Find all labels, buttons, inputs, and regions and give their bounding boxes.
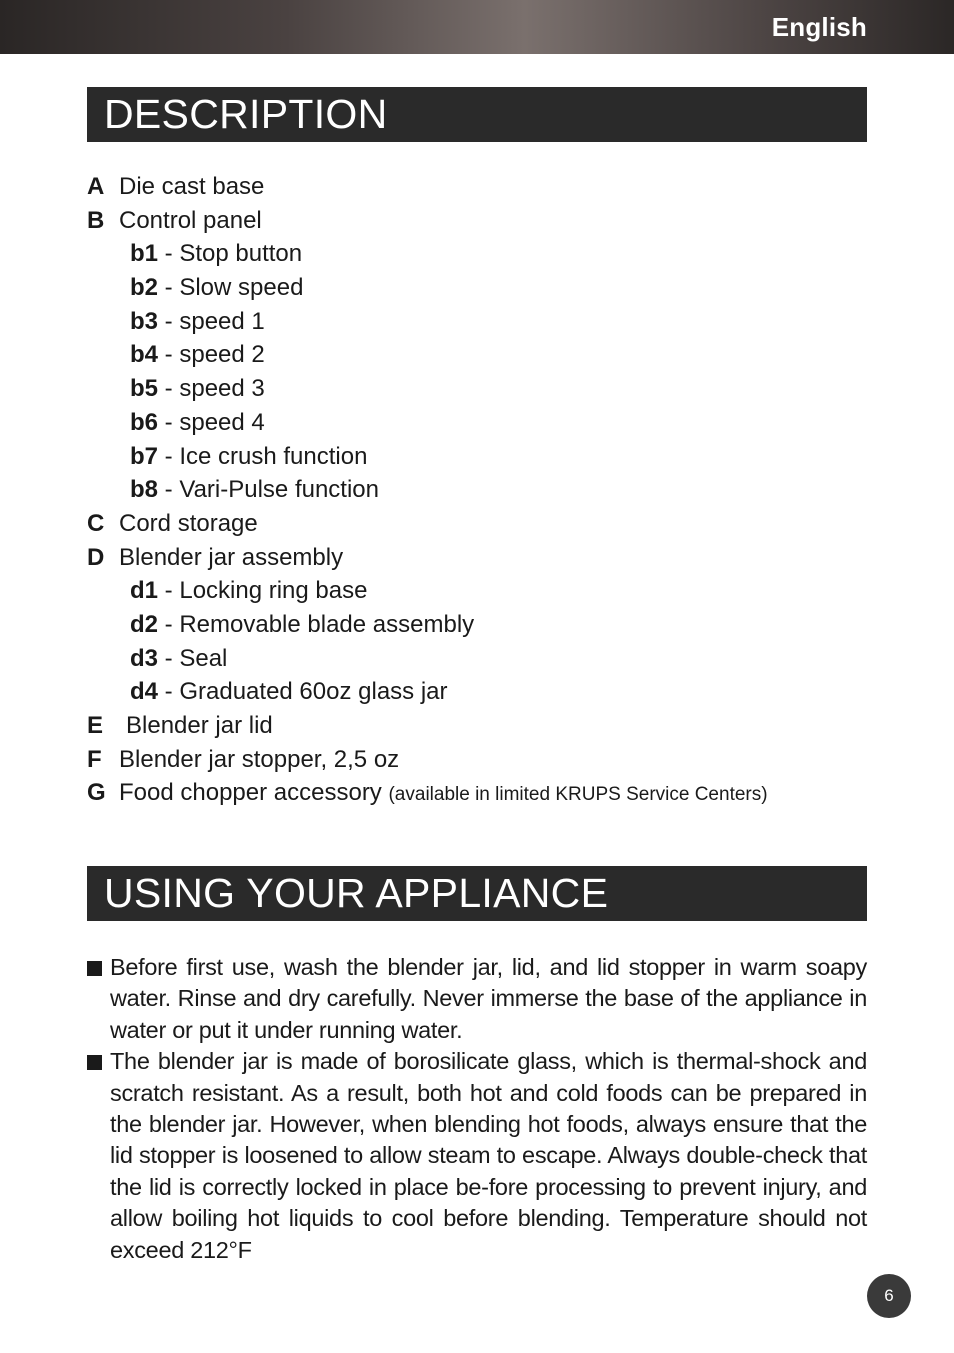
subpart-code: b7	[130, 442, 159, 470]
subpart-text: - speed 2	[158, 341, 265, 369]
language-label: English	[771, 12, 867, 42]
subpart-item	[87, 237, 887, 271]
part-text: Blender jar stopper, 2,5 oz	[119, 745, 400, 773]
part-item	[87, 204, 887, 238]
subpart-item	[87, 305, 887, 339]
subpart-code: b6	[130, 408, 159, 436]
part-letter: D	[87, 543, 105, 571]
subpart-item	[87, 406, 887, 440]
square-bullet-icon	[87, 1055, 102, 1070]
subpart-text: - speed 4	[158, 408, 265, 436]
subpart-item	[87, 271, 887, 305]
subpart-text: - Vari-Pulse function	[158, 476, 379, 504]
subpart-item	[87, 338, 887, 372]
part-letter: F	[87, 745, 102, 773]
using-appliance-heading: USING YOUR APPLIANCE	[87, 866, 867, 921]
subpart-item	[87, 372, 887, 406]
subpart-code: b8	[130, 476, 159, 504]
subpart-code: d3	[130, 644, 159, 672]
part-text: Die cast base	[119, 173, 265, 200]
subpart-code: b3	[130, 307, 159, 335]
subpart-text: - speed 1	[158, 307, 265, 335]
subpart-code: d4	[130, 678, 159, 706]
description-heading: DESCRIPTION	[87, 87, 867, 142]
instruction-item	[87, 1046, 867, 1266]
subpart-item	[87, 440, 887, 474]
subpart-item	[87, 675, 887, 709]
subpart-text: - speed 3	[158, 375, 265, 403]
part-text: Control panel	[119, 206, 262, 234]
top-banner	[0, 0, 954, 54]
part-text: Blender jar lid	[126, 712, 273, 739]
subpart-code: d2	[130, 610, 159, 638]
part-item	[87, 743, 887, 777]
parts-list	[87, 170, 887, 810]
subpart-text: - Slow speed	[158, 274, 304, 302]
part-item	[87, 170, 887, 204]
part-letter: E	[87, 712, 104, 739]
subpart-text: - Stop button	[158, 240, 303, 268]
subpart-text: - Graduated 60oz glass jar	[158, 678, 448, 706]
subpart-code: b2	[130, 274, 159, 302]
subpart-text: - Removable blade assembly	[158, 610, 475, 638]
subpart-item	[87, 574, 887, 608]
part-item	[87, 541, 887, 575]
subpart-item	[87, 608, 887, 642]
part-text: Cord storage	[119, 509, 258, 537]
subpart-code: b4	[130, 341, 159, 369]
subpart-text: - Seal	[158, 644, 228, 672]
subpart-item	[87, 473, 887, 507]
part-letter: C	[87, 509, 105, 537]
part-item	[87, 709, 887, 743]
part-letter: A	[87, 173, 105, 200]
part-item	[87, 776, 887, 810]
subpart-code: b1	[130, 240, 159, 268]
part-text: Food chopper accessory	[119, 779, 389, 807]
page-number: 6	[867, 1274, 911, 1318]
part-item	[87, 507, 887, 541]
instruction-text: Before first use, wash the blender jar, lid, and lid stopper in warm soapy water. Rinse and dry carefully. Never immerse the base of the appliance in water or put it under running water.	[110, 954, 867, 1043]
instruction-text: The blender jar is made of borosilicate glass, which is thermal-shock and scratch resistant. As a result, both hot and cold foods can be prepared in the blender jar. However, when blending hot foods, always ensure that the lid stopper is loosened to allow steam to escape. Always double-check that the lid is correctly locked in place be-fore processing to prevent injury, and allow boiling hot liquids to cool before blending. Temperature should not exceed 212°F	[110, 1048, 867, 1263]
instruction-item	[87, 952, 867, 1046]
part-letter: B	[87, 206, 105, 234]
square-bullet-icon	[87, 961, 102, 976]
part-text: Blender jar assembly	[119, 543, 344, 571]
subpart-code: d1	[130, 577, 159, 605]
part-note: (available in limited KRUPS Service Centers)	[388, 784, 768, 806]
subpart-text: - Ice crush function	[158, 442, 368, 470]
instructions-list	[87, 952, 867, 1266]
subpart-code: b5	[130, 375, 159, 403]
subpart-text: - Locking ring base	[158, 577, 368, 605]
subpart-item	[87, 642, 887, 676]
part-letter: G	[87, 779, 106, 807]
